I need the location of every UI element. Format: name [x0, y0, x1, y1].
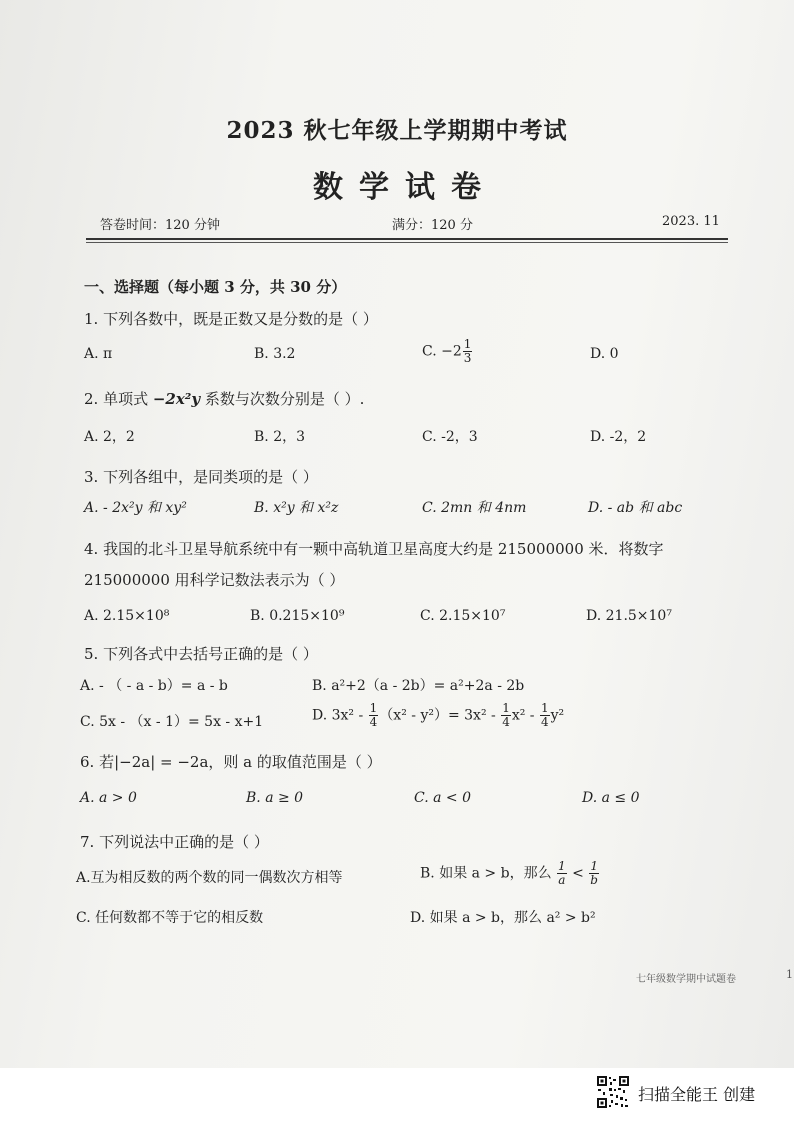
question-4-stem-line-2: 215000000 用科学记数法表示为（ ） [84, 571, 345, 589]
page-number: 1 [786, 968, 793, 981]
section-heading: 一、选择题（每小题 3 分，共 30 分） [84, 278, 347, 296]
question-3-option-c: C. 2mn 和 4nm [422, 500, 527, 516]
question-7-stem: 7. 下列说法中正确的是（ ） [80, 833, 269, 851]
fraction-denominator: a [558, 873, 566, 887]
question-5-stem: 5. 下列各式中去括号正确的是（ ） [84, 645, 318, 663]
less-than-sign: < [567, 865, 589, 882]
question-6-option-b: B. a ≥ 0 [246, 790, 304, 806]
qr-code-icon [596, 1075, 630, 1109]
question-4-option-c: C. 2.15×10⁷ [420, 608, 506, 624]
question-2-option-c: C. -2，3 [422, 429, 478, 445]
question-3-option-a: A. - 2x²y 和 xy² [84, 500, 187, 516]
question-7-option-d: D. 如果 a > b，那么 a² > b² [410, 910, 596, 926]
exam-date: 2023. 11 [662, 214, 720, 229]
fraction [557, 860, 567, 887]
fraction-denominator: b [590, 873, 598, 887]
question-1-option-d: D. 0 [590, 346, 619, 362]
exam-title: 2023 秋七年级上学期期中考试 [226, 117, 568, 144]
question-2-option-a: A. 2，2 [84, 429, 135, 445]
fraction-numerator: 1 [590, 859, 598, 873]
question-5-option-d [312, 702, 564, 729]
question-5-option-c: C. 5x - （x - 1）= 5x - x+1 [80, 714, 264, 730]
question-7-option-c: C. 任何数都不等于它的相反数 [76, 910, 264, 926]
fraction-numerator: 1 [463, 337, 472, 351]
question-2-option-d: D. -2，2 [590, 429, 647, 445]
question-1-option-a: A. π [84, 346, 113, 362]
fraction-denominator: 3 [463, 351, 472, 365]
scanner-watermark: 扫描全能王 创建 [638, 1085, 756, 1104]
question-6-option-d: D. a ≤ 0 [582, 790, 640, 806]
question-1-option-c-prefix: C. −2 [422, 343, 462, 360]
question-2-stem [84, 388, 364, 409]
question-5-option-d-pre: D. 3x² - [312, 707, 368, 724]
fraction [540, 702, 550, 729]
question-4-option-d: D. 21.5×10⁷ [586, 608, 672, 624]
page-footer-note: 七年级数学期中试题卷 [636, 974, 736, 985]
header-divider [86, 238, 728, 240]
fraction-denominator: 4 [540, 715, 549, 729]
question-3-option-d: D. - ab 和 abc [588, 500, 683, 516]
fraction [463, 338, 473, 365]
question-5-option-d-mid-1: （x² - y²）= 3x² - [379, 707, 501, 724]
question-3-option-b: B. x²y 和 x²z [254, 500, 339, 516]
fraction-denominator: 4 [369, 715, 378, 729]
exam-time: 答卷时间：120 分钟 [100, 218, 220, 233]
question-1-option-b: B. 3.2 [254, 346, 296, 362]
question-5-option-b: B. a²+2（a - 2b）= a²+2a - 2b [312, 678, 525, 694]
question-5-option-d-mid-2: x² - [511, 707, 539, 724]
question-5-option-d-post: y² [550, 707, 565, 724]
question-6-option-a: A. a > 0 [80, 790, 137, 806]
header-divider-thin [86, 242, 728, 243]
fraction-numerator: 1 [558, 859, 566, 873]
fraction-numerator: 1 [502, 701, 510, 715]
question-7-option-b-pre: B. 如果 a > b，那么 [420, 865, 557, 882]
question-4-stem-line-1: 4. 我国的北斗卫星导航系统中有一颗中高轨道卫星高度大约是 215000000 米．将数字 [84, 540, 664, 558]
exam-score: 满分：120 分 [392, 218, 473, 233]
question-4-option-b: B. 0.215×10⁹ [250, 608, 345, 624]
question-2-expression: −2x²y [152, 390, 201, 408]
fraction [369, 702, 379, 729]
question-2-option-b: B. 2，3 [254, 429, 306, 445]
fraction-numerator: 1 [369, 701, 378, 715]
fraction [501, 702, 511, 729]
question-6-option-c: C. a < 0 [414, 790, 471, 806]
exam-subtitle: 数学试卷 [313, 170, 497, 205]
question-6-stem: 6. 若|−2a| = −2a，则 a 的取值范围是（ ） [80, 753, 382, 771]
question-4-option-a: A. 2.15×10⁸ [84, 608, 170, 624]
fraction [589, 860, 599, 887]
question-2-stem-pre: 2. 单项式 [84, 390, 153, 408]
fraction-numerator: 1 [540, 701, 549, 715]
question-7-option-a: A.互为相反数的两个数的同一偶数次方相等 [76, 870, 343, 886]
fraction-denominator: 4 [502, 715, 510, 729]
question-1-option-c [422, 338, 473, 365]
question-2-stem-post: 系数与次数分别是（ ）. [200, 390, 365, 408]
question-7-option-b [420, 860, 600, 887]
question-3-stem: 3. 下列各组中，是同类项的是（ ） [84, 468, 318, 486]
question-5-option-a: A. - （ - a - b）= a - b [80, 678, 228, 694]
question-1-stem: 1. 下列各数中，既是正数又是分数的是（ ） [84, 310, 378, 328]
